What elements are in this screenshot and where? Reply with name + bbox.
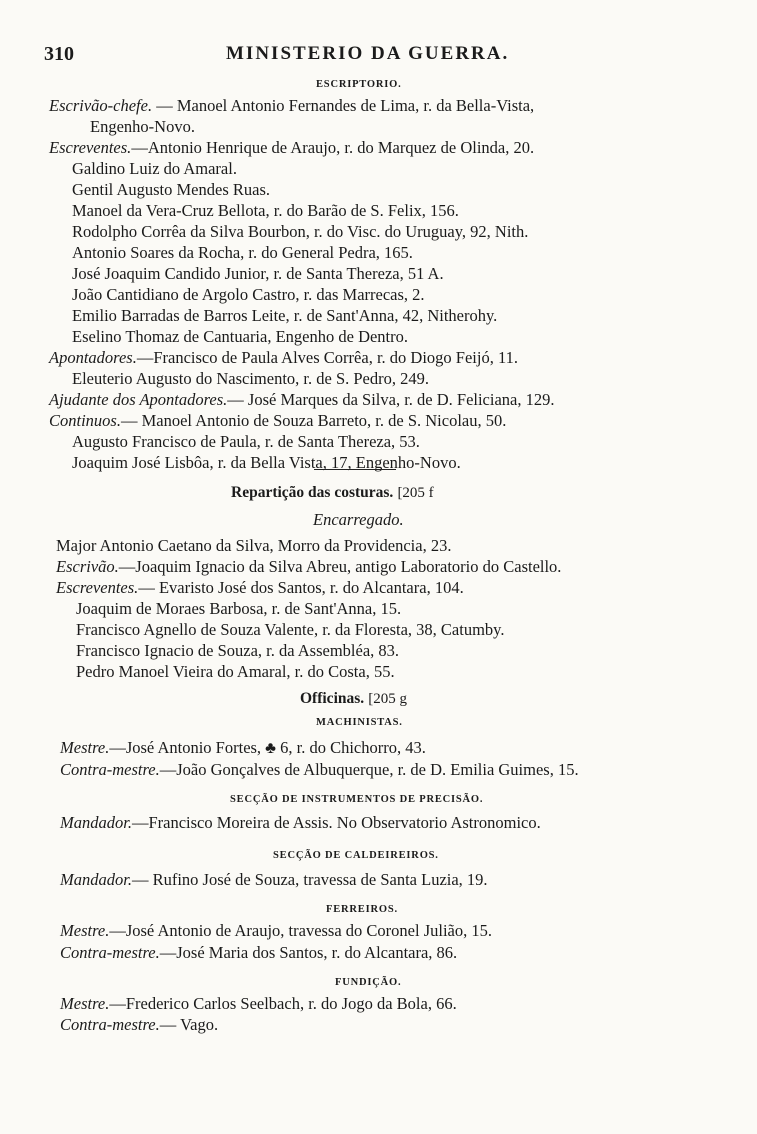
entry-text: Galdino Luiz do Amaral. — [72, 159, 237, 178]
entry-text: Rodolpho Corrêa da Silva Bourbon, r. do Visc. do Uruguay, 92, Nith. — [72, 222, 529, 241]
subsection-title-machinistas: MACHINISTAS. — [316, 717, 403, 728]
entry-label: Escrivão. — [56, 557, 119, 576]
entry-line — [72, 159, 237, 179]
entry-label: Apontadores. — [49, 348, 137, 367]
entry-line — [60, 813, 541, 833]
entry-line — [72, 369, 429, 389]
entry-text: Engenho-Novo. — [90, 117, 195, 136]
subsection-title-instrumentos: SECÇÃO DE INSTRUMENTOS DE PRECISÃO. — [230, 794, 484, 805]
entry-line — [56, 578, 464, 598]
entry-line — [60, 1015, 218, 1035]
entry-text: — Evaristo José dos Santos, r. do Alcantara, 104. — [138, 578, 464, 597]
entry-text: Eleuterio Augusto do Nascimento, r. de S. Pedro, 249. — [72, 369, 429, 388]
entry-line — [72, 432, 420, 452]
entry-text: —Frederico Carlos Seelbach, r. do Jogo da Bola, 66. — [109, 994, 457, 1013]
entry-text: — José Marques da Silva, r. de D. Feliciana, 129. — [227, 390, 555, 409]
entry-line — [49, 138, 534, 158]
subsection-title-fundicao: FUNDIÇÃO. — [335, 977, 402, 988]
entry-text: —Joaquim Ignacio da Silva Abreu, antigo Laboratorio do Castello. — [118, 557, 562, 576]
entry-text: —João Gonçalves de Albuquerque, r. de D. Emilia Guimes, 15. — [159, 760, 579, 779]
entry-label: Contra-mestre. — [60, 760, 160, 779]
entry-label: Contra-mestre. — [60, 1015, 160, 1034]
entry-line — [49, 96, 534, 116]
entry-line — [76, 599, 401, 619]
entry-label: Continuos. — [49, 411, 121, 430]
section-heading-officinas — [300, 688, 407, 709]
entry-line — [72, 306, 497, 326]
entry-text: Emilio Barradas de Barros Leite, r. de Sant'Anna, 42, Nitherohy. — [72, 306, 498, 325]
entry-line — [60, 738, 426, 758]
section-title: Officinas. — [300, 690, 365, 707]
entry-line — [76, 662, 395, 682]
section-title-escriptorio: ESCRIPTORIO. — [316, 79, 402, 90]
entry-text: Antonio Soares da Rocha, r. do General Pedra, 165. — [72, 243, 413, 262]
section-title: Repartição das costuras. — [231, 484, 394, 501]
entry-line — [72, 453, 461, 473]
entry-label: Mandador. — [60, 870, 132, 889]
entry-line — [49, 348, 518, 368]
section-subtitle: Encarregado. — [313, 510, 404, 529]
page-title: MINISTERIO DA GUERRA. — [226, 43, 510, 64]
entry-label: Escrivão-chefe. — [49, 96, 153, 115]
entry-text: —José Antonio de Araujo, travessa do Coronel Julião, 15. — [109, 921, 493, 940]
entry-line — [60, 994, 457, 1014]
entry-line — [90, 117, 195, 137]
entry-label: Escreventes. — [49, 138, 132, 157]
section-heading-costuras — [231, 482, 434, 503]
entry-label: Escreventes. — [56, 578, 139, 597]
entry-text: — Rufino José de Souza, travessa de Santa Luzia, 19. — [131, 870, 488, 889]
entry-line — [72, 201, 459, 221]
entry-text: Francisco Agnello de Souza Valente, r. da Floresta, 38, Catumby. — [76, 620, 505, 639]
entry-text: —José Antonio Fortes, ♣ 6, r. do Chichorro, 43. — [109, 738, 426, 757]
entry-text: —José Maria dos Santos, r. do Alcantara, 86. — [159, 943, 458, 962]
entry-text: Manoel da Vera-Cruz Bellota, r. do Barão de S. Felix, 156. — [72, 201, 459, 220]
entry-label: Ajudante dos Apontadores. — [49, 390, 228, 409]
entry-text: José Joaquim Candido Junior, r. de Santa Thereza, 51 A. — [72, 264, 444, 283]
entry-line — [76, 641, 399, 661]
entry-line — [72, 222, 528, 242]
entry-text: — Manoel Antonio Fernandes de Lima, r. da Bella-Vista, — [152, 96, 535, 115]
entry-text: —Francisco Moreira de Assis. No Observatorio Astronomico. — [131, 813, 541, 832]
entry-line — [72, 264, 444, 284]
section-ref: [205 f — [397, 485, 434, 501]
entry-line — [60, 870, 488, 890]
entry-text: — Vago. — [159, 1015, 219, 1034]
page-number: 310 — [44, 43, 74, 65]
entry-label: Mestre. — [60, 921, 110, 940]
subsection-title-caldeireiros: SECÇÃO DE CALDEIREIROS. — [273, 850, 439, 861]
entry-label: Mestre. — [60, 738, 110, 757]
entry-line — [72, 285, 425, 305]
entry-text: Francisco Ignacio de Souza, r. da Assembléa, 83. — [76, 641, 400, 660]
entry-line — [49, 411, 506, 431]
entry-label: Mestre. — [60, 994, 110, 1013]
entry-line — [60, 943, 457, 963]
entry-line — [60, 921, 492, 941]
entry-text: —Antonio Henrique de Araujo, r. do Marquez de Olinda, 20. — [131, 138, 535, 157]
entry-text: Joaquim José Lisbôa, r. da Bella Vista, 17, Engenho-Novo. — [72, 453, 461, 472]
subsection-title-ferreiros: FERREIROS. — [326, 904, 398, 915]
entry-label: Contra-mestre. — [60, 943, 160, 962]
entry-text: —Francisco de Paula Alves Corrêa, r. do Diogo Feijó, 11. — [136, 348, 518, 367]
entry-text: Augusto Francisco de Paula, r. de Santa Thereza, 53. — [72, 432, 420, 451]
entry-line — [60, 760, 579, 780]
entry-line — [72, 327, 408, 347]
entry-text: João Cantidiano de Argolo Castro, r. das Marrecas, 2. — [72, 285, 425, 304]
entry-line — [56, 536, 451, 556]
divider — [314, 469, 396, 470]
entry-line — [76, 620, 504, 640]
entry-line — [72, 180, 270, 200]
entry-text: Major Antonio Caetano da Silva, Morro da Providencia, 23. — [56, 536, 452, 555]
entry-line — [72, 243, 413, 263]
entry-line — [56, 557, 561, 577]
entry-text: Joaquim de Moraes Barbosa, r. de Sant'Anna, 15. — [76, 599, 402, 618]
entry-text: Eselino Thomaz de Cantuaria, Engenho de Dentro. — [72, 327, 409, 346]
entry-text: — Manoel Antonio de Souza Barreto, r. de S. Nicolau, 50. — [120, 411, 507, 430]
entry-label: Mandador. — [60, 813, 132, 832]
entry-text: Pedro Manoel Vieira do Amaral, r. do Costa, 55. — [76, 662, 395, 681]
entry-line — [49, 390, 555, 410]
entry-text: Gentil Augusto Mendes Ruas. — [72, 180, 270, 199]
section-ref: [205 g — [368, 691, 408, 707]
